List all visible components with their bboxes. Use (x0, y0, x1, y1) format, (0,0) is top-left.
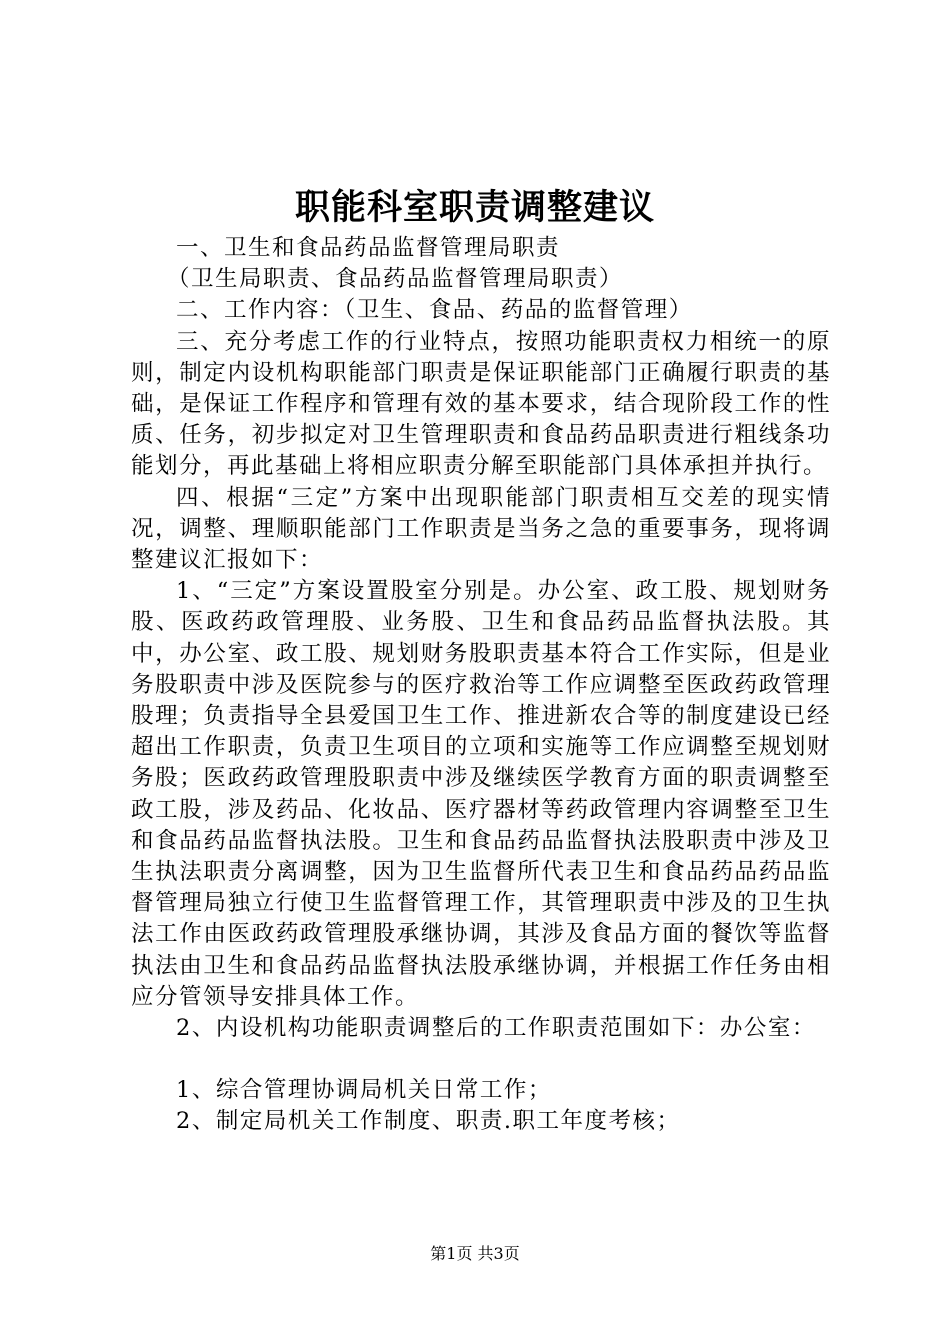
page-footer: 第1页 共3页 (430, 1244, 520, 1263)
paragraph-section-4: 四、根据“三定”方案中出现职能部门职责相互交差的现实情况，调整、理顺职能部门工作职责是当务之急的重要事务，现将调整建议汇报如下： (131, 484, 831, 574)
paragraph-item-1: 1、“三定”方案设置股室分别是。办公室、政工股、规划财务股、医政药政管理股、业务股、卫生和食品药品监督执法股。其中，办公室、政工股、规划财务股职责基本符合工作实际，但是业务股职责中涉及医院参与的医疗救治等工作应调整至医政药政管理股理；负责指导全县爱国卫生工作、推进新农合等的制度建设已经超出工作职责，负责卫生项目的立项和实施等工作应调整至规划财务股；医政药政管理股职责中涉及继续医学教育方面的职责调整至政工股，涉及药品、化妆品、医疗器材等药政管理内容调整至卫生和食品药品监督执法股。卫生和食品药品监督执法股职责中涉及卫生执法职责分离调整，因为卫生监督所代表卫生和食品药品药品监督管理局独立行使卫生监督管理工作，其管理职责中涉及的卫生执法工作由医政药政管理股承继协调，其涉及食品方面的餐饮等监督执法由卫生和食品药品监督执法股承继协调，并根据工作任务由相应分管领导安排具体工作。 (131, 578, 831, 1010)
document-body (131, 233, 831, 1138)
list-item-office-duty-1: 1、综合管理协调局机关日常工作； (176, 1077, 552, 1104)
list-item-office-duty-2: 2、制定局机关工作制度、职责.职工年度考核； (176, 1108, 681, 1135)
paragraph-item-2: 2、内设机构功能职责调整后的工作职责范围如下：办公室： (176, 1015, 816, 1042)
paragraph-section-1: 一、卫生和食品药品监督管理局职责 (176, 235, 561, 261)
document-title: 职能科室职责调整建议 (294, 188, 655, 228)
paragraph-section-1-note: （卫生局职责、食品药品监督管理局职责） (167, 266, 624, 293)
blank-line (131, 1044, 831, 1075)
paragraph-section-2: 二、工作内容：（卫生、食品、药品的监督管理） (176, 297, 693, 324)
paragraph-section-3: 三、充分考虑工作的行业特点，按照功能职责权力相统一的原则，制定内设机构职能部门职责是保证职能部门正确履行职责的基础，是保证工作程序和管理有效的基本要求，结合现阶段工作的性质、任务，初步拟定对卫生管理职责和食品药品职责进行粗线条功能划分，再此基础上将相应职责分解至职能部门具体承担并执行。 (131, 328, 831, 480)
